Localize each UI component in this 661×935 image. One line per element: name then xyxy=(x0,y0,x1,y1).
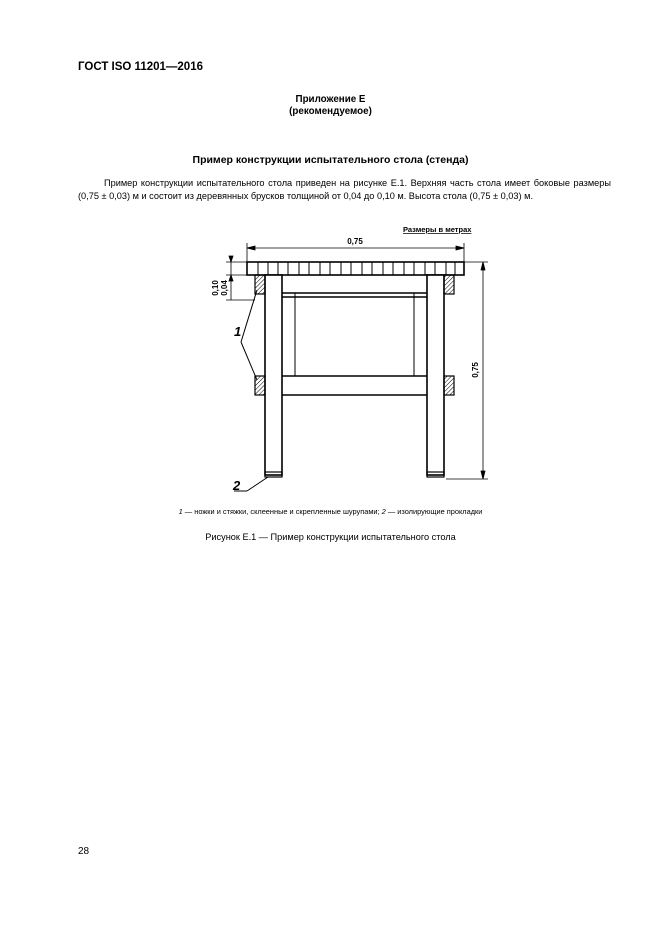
thickness-min-label: 0,04 xyxy=(220,280,229,296)
lower-stretcher xyxy=(282,376,427,395)
table-legs xyxy=(265,275,444,475)
units-note: Размеры в метрах xyxy=(403,225,472,234)
upper-stretcher xyxy=(282,293,427,297)
callout-2: 2 xyxy=(233,478,241,493)
annex-status: (рекомендуемое) xyxy=(289,106,372,117)
page-number: 28 xyxy=(78,846,90,857)
document-header: ГОСТ ISO 11201—2016 xyxy=(78,61,203,73)
section-title: Пример конструкции испытательного стола (стенда) xyxy=(192,154,469,166)
width-label: 0,75 xyxy=(347,237,363,246)
callout-1-leaders xyxy=(241,290,257,380)
legend-key-1: 1 xyxy=(178,507,183,516)
legend-key-2: 2 xyxy=(381,507,386,516)
legend-text-1: — ножки и стяжки, склеенные и скрепленные шурупами; xyxy=(182,507,382,516)
height-label: 0,75 xyxy=(471,362,480,378)
callout-1: 1 xyxy=(234,324,242,339)
rear-legs xyxy=(295,293,414,376)
figure-legend xyxy=(0,507,661,516)
insulating-pads xyxy=(265,472,444,477)
figure-caption: Рисунок Е.1 — Пример конструкции испытательного стола xyxy=(205,532,456,542)
body-paragraph-text: Пример конструкции испытательного стола приведен на рисунке Е.1. Верхняя часть стола имеет боковые размеры (0,75 ± 0,03) м и состоит из деревянных брусков толщиной от 0,04 до 0,10 м. Высота стола (0,75 ± 0,03) м. xyxy=(78,178,611,201)
annex-title: Приложение Е xyxy=(295,94,366,105)
legend-text-2: — изолирующие прокладки xyxy=(385,507,483,516)
thickness-max-label: 0,10 xyxy=(211,280,220,296)
table-top xyxy=(247,262,464,275)
